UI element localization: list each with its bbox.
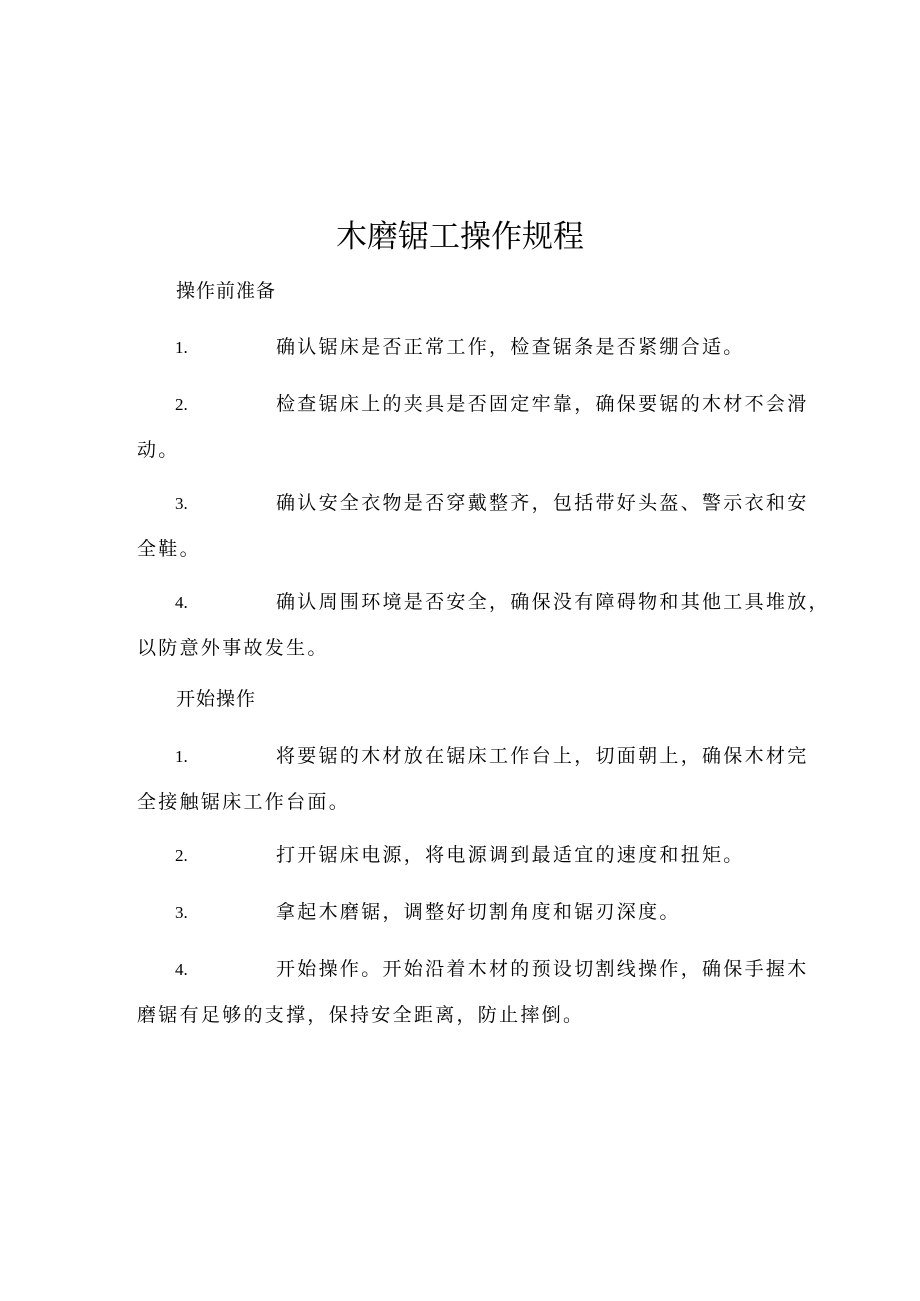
list-item-first-line	[137, 899, 752, 945]
list-item-continuation: 动。	[137, 439, 180, 461]
list-item-text: 检查锯床上的夹具是否固定牢靠，确保要锯的木材不会滑	[276, 393, 809, 415]
list-item-continuation: 全鞋。	[137, 538, 201, 560]
section-heading-preparation: 操作前准备	[176, 280, 277, 302]
list-item-first-line	[137, 391, 809, 437]
list-item-text: 确认锯床是否正常工作，检查锯条是否紧绷合适。	[276, 336, 745, 358]
list-item-number: 2.	[175, 846, 188, 865]
list-item-text: 将要锯的木材放在锯床工作台上，切面朝上，确保木材完	[276, 745, 809, 767]
list-item-first-line	[137, 956, 809, 1002]
section-heading-operation: 开始操作	[176, 688, 257, 710]
list-item-text: 开始操作。开始沿着木材的预设切割线操作，确保手握木	[276, 958, 809, 980]
list-item	[137, 589, 830, 661]
list-item	[137, 743, 809, 815]
list-item-text: 确认安全衣物是否穿戴整齐，包括带好头盔、警示衣和安	[276, 492, 809, 514]
list-item-text: 打开锯床电源，将电源调到最适宜的速度和扭矩。	[276, 844, 745, 866]
list-item-text: 拿起木磨锯，调整好切割角度和锯刃深度。	[276, 901, 681, 923]
list-item	[137, 899, 752, 945]
list-item-first-line	[137, 743, 809, 789]
list-item-continuation: 全接触锯床工作台面。	[137, 791, 351, 813]
list-item-number: 1.	[175, 747, 188, 766]
list-item-first-line	[137, 334, 752, 380]
list-item-number: 3.	[175, 494, 188, 513]
list-item-first-line	[137, 589, 830, 635]
list-item	[137, 490, 809, 562]
list-item-number: 1.	[175, 338, 188, 357]
list-item-first-line	[137, 490, 809, 536]
list-item-continuation: 磨锯有足够的支撑，保持安全距离，防止摔倒。	[137, 1004, 585, 1026]
list-item-number: 4.	[175, 960, 188, 979]
list-item	[137, 956, 809, 1028]
list-item-text: 确认周围环境是否安全，确保没有障碍物和其他工具堆放，	[276, 591, 830, 613]
list-item-first-line	[137, 842, 752, 888]
list-item	[137, 334, 752, 380]
list-item-number: 3.	[175, 903, 188, 922]
list-item-number: 4.	[175, 593, 188, 612]
list-item	[137, 391, 809, 463]
list-item-number: 2.	[175, 395, 188, 414]
list-item	[137, 842, 752, 888]
document-title: 木磨锯工操作规程	[336, 219, 584, 255]
list-item-continuation: 以防意外事故发生。	[137, 637, 329, 659]
